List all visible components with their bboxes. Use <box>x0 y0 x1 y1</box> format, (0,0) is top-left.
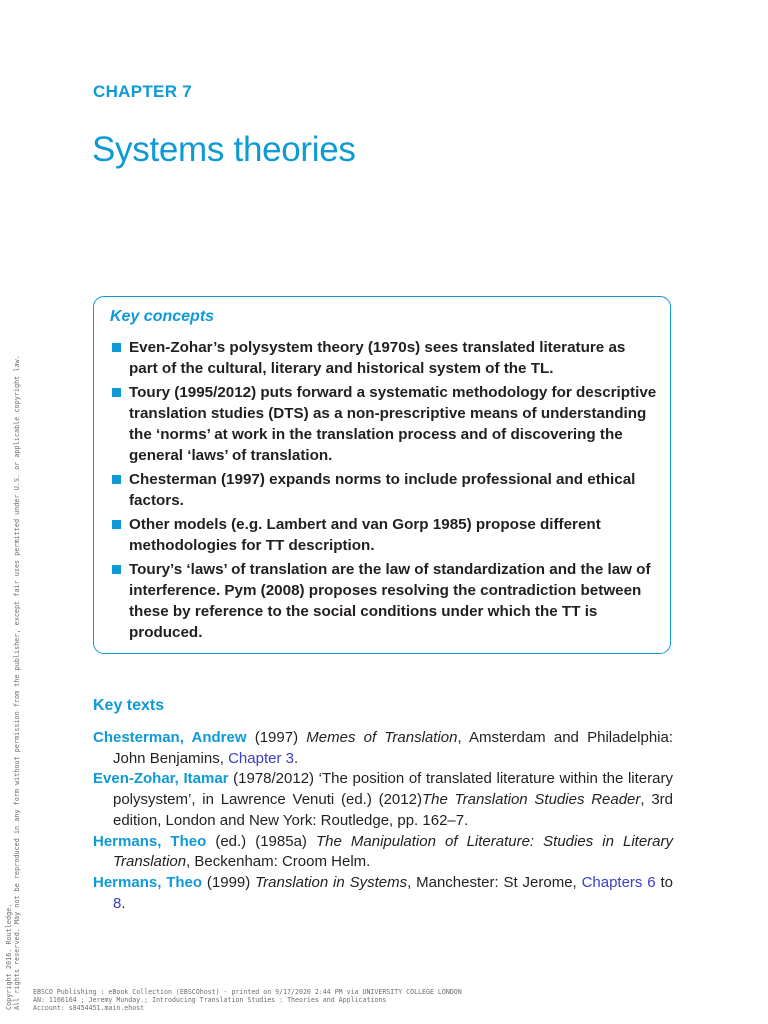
square-bullet-icon <box>112 520 121 529</box>
reference-text: (1999) <box>202 873 256 891</box>
reference-text: , 3rd edition, London and New York: Routledge, pp. 162–7. <box>113 791 674 829</box>
reference-author[interactable]: Hermans, Theo <box>93 873 203 891</box>
copyright-line: Copyright 2016. Routledge. <box>5 903 13 1010</box>
reference-author[interactable]: Hermans, Theo <box>93 832 207 850</box>
reference-text: , Beckenham: Croom Helm. <box>186 853 371 871</box>
key-texts-list <box>93 728 673 914</box>
key-texts-heading: Key texts <box>93 697 165 714</box>
concept-text: Chesterman (1997) expands norms to include professional and ethical factors. <box>129 471 636 509</box>
key-concepts-box <box>93 296 671 654</box>
reference-text: , Manchester: St Jerome, <box>407 873 582 891</box>
footer-line: Account: s8454451.main.ehost <box>33 1004 145 1012</box>
square-bullet-icon <box>112 475 121 484</box>
reference-text: , Amsterdam and Philadelphia: John Benjamins, <box>113 729 673 767</box>
reference-text: (1997) <box>246 729 307 746</box>
footer-line: AN: 1166164 ; Jeremy Munday.; Introducing Translation Studies : Theories and Applications <box>33 996 387 1004</box>
chapter-link[interactable]: Chapter 3 <box>228 749 294 767</box>
reference-title: Memes of Translation <box>306 729 458 746</box>
concept-item <box>110 559 658 643</box>
reference-text: (1978/2012) ‘The position of translated literature within the literary polysystem’, in Lawrence Venuti (ed.) (2012) <box>113 770 673 809</box>
reference-text: (ed.) (1985a) <box>206 832 316 850</box>
chapter-link[interactable]: 8 <box>113 894 122 912</box>
square-bullet-icon <box>112 388 121 397</box>
copyright-line: All rights reserved. May not be reproduced in any form without permission from the publisher, except fair uses permitted under U.S. or applicable copyright law. <box>13 355 21 1010</box>
key-concepts-list <box>110 337 658 646</box>
concept-text: Even-Zohar’s polysystem theory (1970s) sees translated literature as part of the cultural, literary and historical system of the TL. <box>129 339 626 377</box>
reference-text: to <box>655 873 673 891</box>
reference-title: Translation in Systems <box>255 873 408 891</box>
reference-entry <box>93 832 673 873</box>
print-footer <box>33 988 462 1012</box>
reference-title: The Translation Studies Reader <box>421 791 641 809</box>
reference-title: The Manipulation of Literature: Studies in Literary Translation <box>113 832 673 871</box>
chapter-label: CHAPTER 7 <box>93 82 193 101</box>
reference-author[interactable]: Chesterman, Andrew <box>93 729 247 746</box>
footer-line: EBSCO Publishing : eBook Collection (EBSCOhost) - printed on 9/17/2020 2:44 PM via UNIVERSITY COLLEGE LONDON <box>33 988 462 996</box>
concept-text: Toury’s ‘laws’ of translation are the law of standardization and the law of interference. Pym (2008) proposes resolving the contradiction between these by reference to the social conditions under which the TT is produced. <box>129 561 651 641</box>
reference-author[interactable]: Even-Zohar, Itamar <box>93 770 229 788</box>
concept-text: Other models (e.g. Lambert and van Gorp 1985) propose different methodologies for TT description. <box>129 516 601 554</box>
concept-item <box>110 337 658 379</box>
chapter-link[interactable]: Chapters 6 <box>581 873 656 891</box>
square-bullet-icon <box>112 565 121 574</box>
reference-text: . <box>121 894 126 912</box>
concept-text: Toury (1995/2012) puts forward a systematic methodology for descriptive translation studies (DTS) as a non-prescriptive means of understanding the ‘norms’ at work in the translation process and of discovering the general ‘laws’ of translation. <box>129 384 657 464</box>
concept-item <box>110 382 658 466</box>
concept-item <box>110 469 658 511</box>
chapter-title: Systems theories <box>92 130 356 169</box>
key-concepts-heading: Key concepts <box>110 308 215 325</box>
copyright-notice <box>5 300 21 1010</box>
concept-item <box>110 514 658 556</box>
reference-entry <box>93 728 673 769</box>
reference-entry <box>93 873 673 914</box>
square-bullet-icon <box>112 343 121 352</box>
reference-entry <box>93 769 673 831</box>
reference-text: . <box>293 749 299 767</box>
